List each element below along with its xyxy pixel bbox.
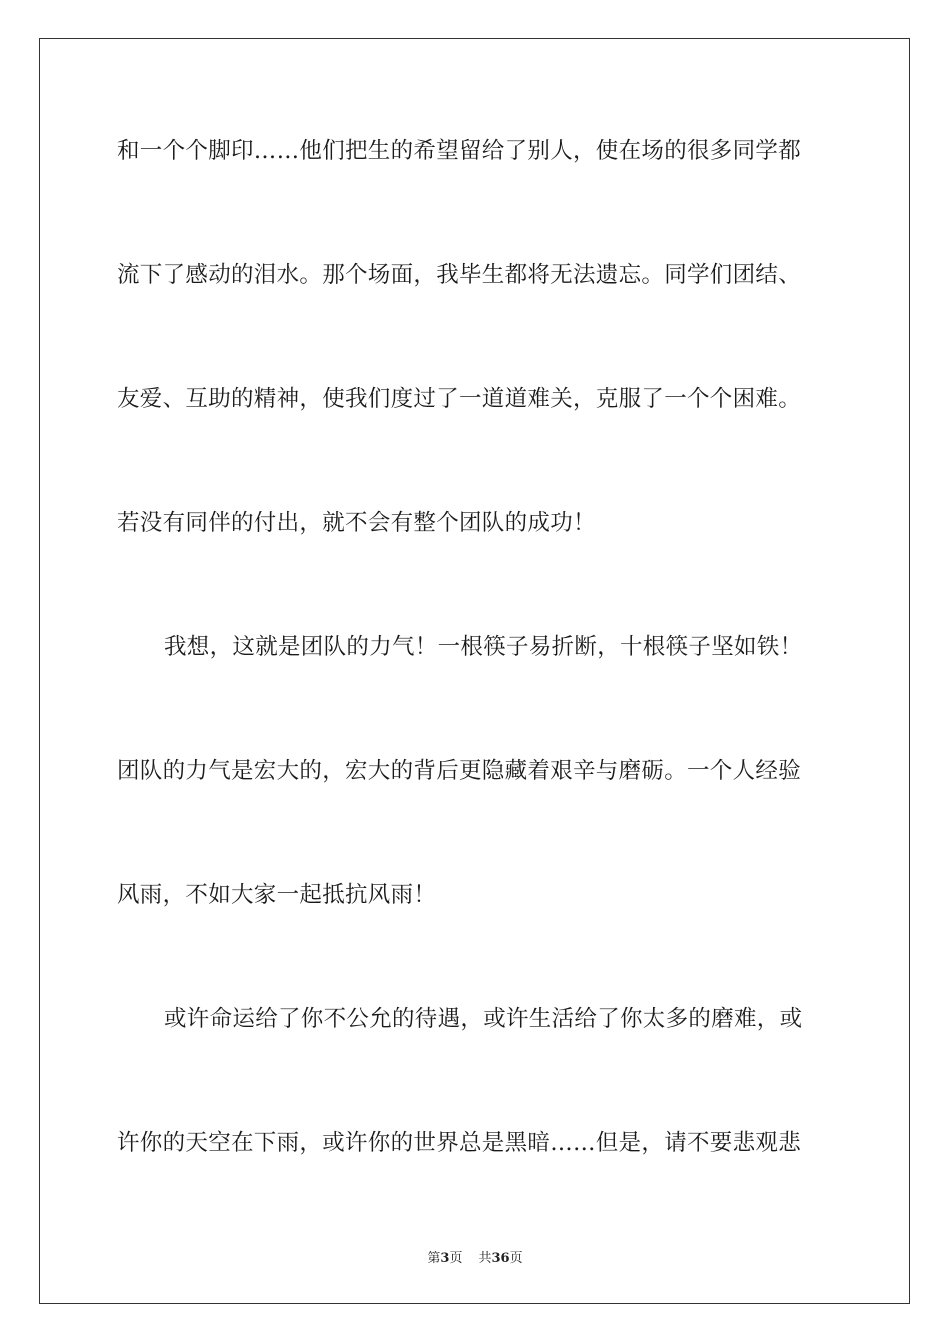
page-footer — [0, 1247, 950, 1266]
total-suffix: 页 — [509, 1251, 523, 1266]
page-number: 3 — [440, 1251, 450, 1266]
text-line-9: 许你的天空在下雨，或许你的世界总是黑暗……但是，请不要悲观悲 — [117, 1130, 802, 1156]
total-prefix: 共 — [478, 1251, 492, 1266]
text-line-8: 或许命运给了你不公允的待遇，或许生活给了你太多的磨难，或 — [164, 1006, 803, 1032]
text-line-4: 若没有同伴的付出，就不会有整个团队的成功！ — [117, 510, 596, 536]
text-line-2: 流下了感动的泪水。那个场面，我毕生都将无法遗忘。同学们团结、 — [117, 262, 802, 288]
text-line-7: 风雨，不如大家一起抵抗风雨！ — [117, 882, 437, 908]
text-line-1: 和一个个脚印……他们把生的希望留给了别人，使在场的很多同学都 — [117, 138, 802, 164]
total-pages: 36 — [491, 1251, 510, 1266]
text-line-5: 我想，这就是团队的力气！一根筷子易折断，十根筷子坚如铁！ — [164, 634, 803, 660]
page-prefix: 第 — [427, 1251, 441, 1266]
text-line-6: 团队的力气是宏大的，宏大的背后更隐藏着艰辛与磨砺。一个人经验 — [117, 758, 802, 784]
page-suffix: 页 — [449, 1251, 463, 1266]
page-border — [39, 38, 910, 1304]
text-line-3: 友爱、互助的精神，使我们度过了一道道难关，克服了一个个困难。 — [117, 386, 802, 412]
